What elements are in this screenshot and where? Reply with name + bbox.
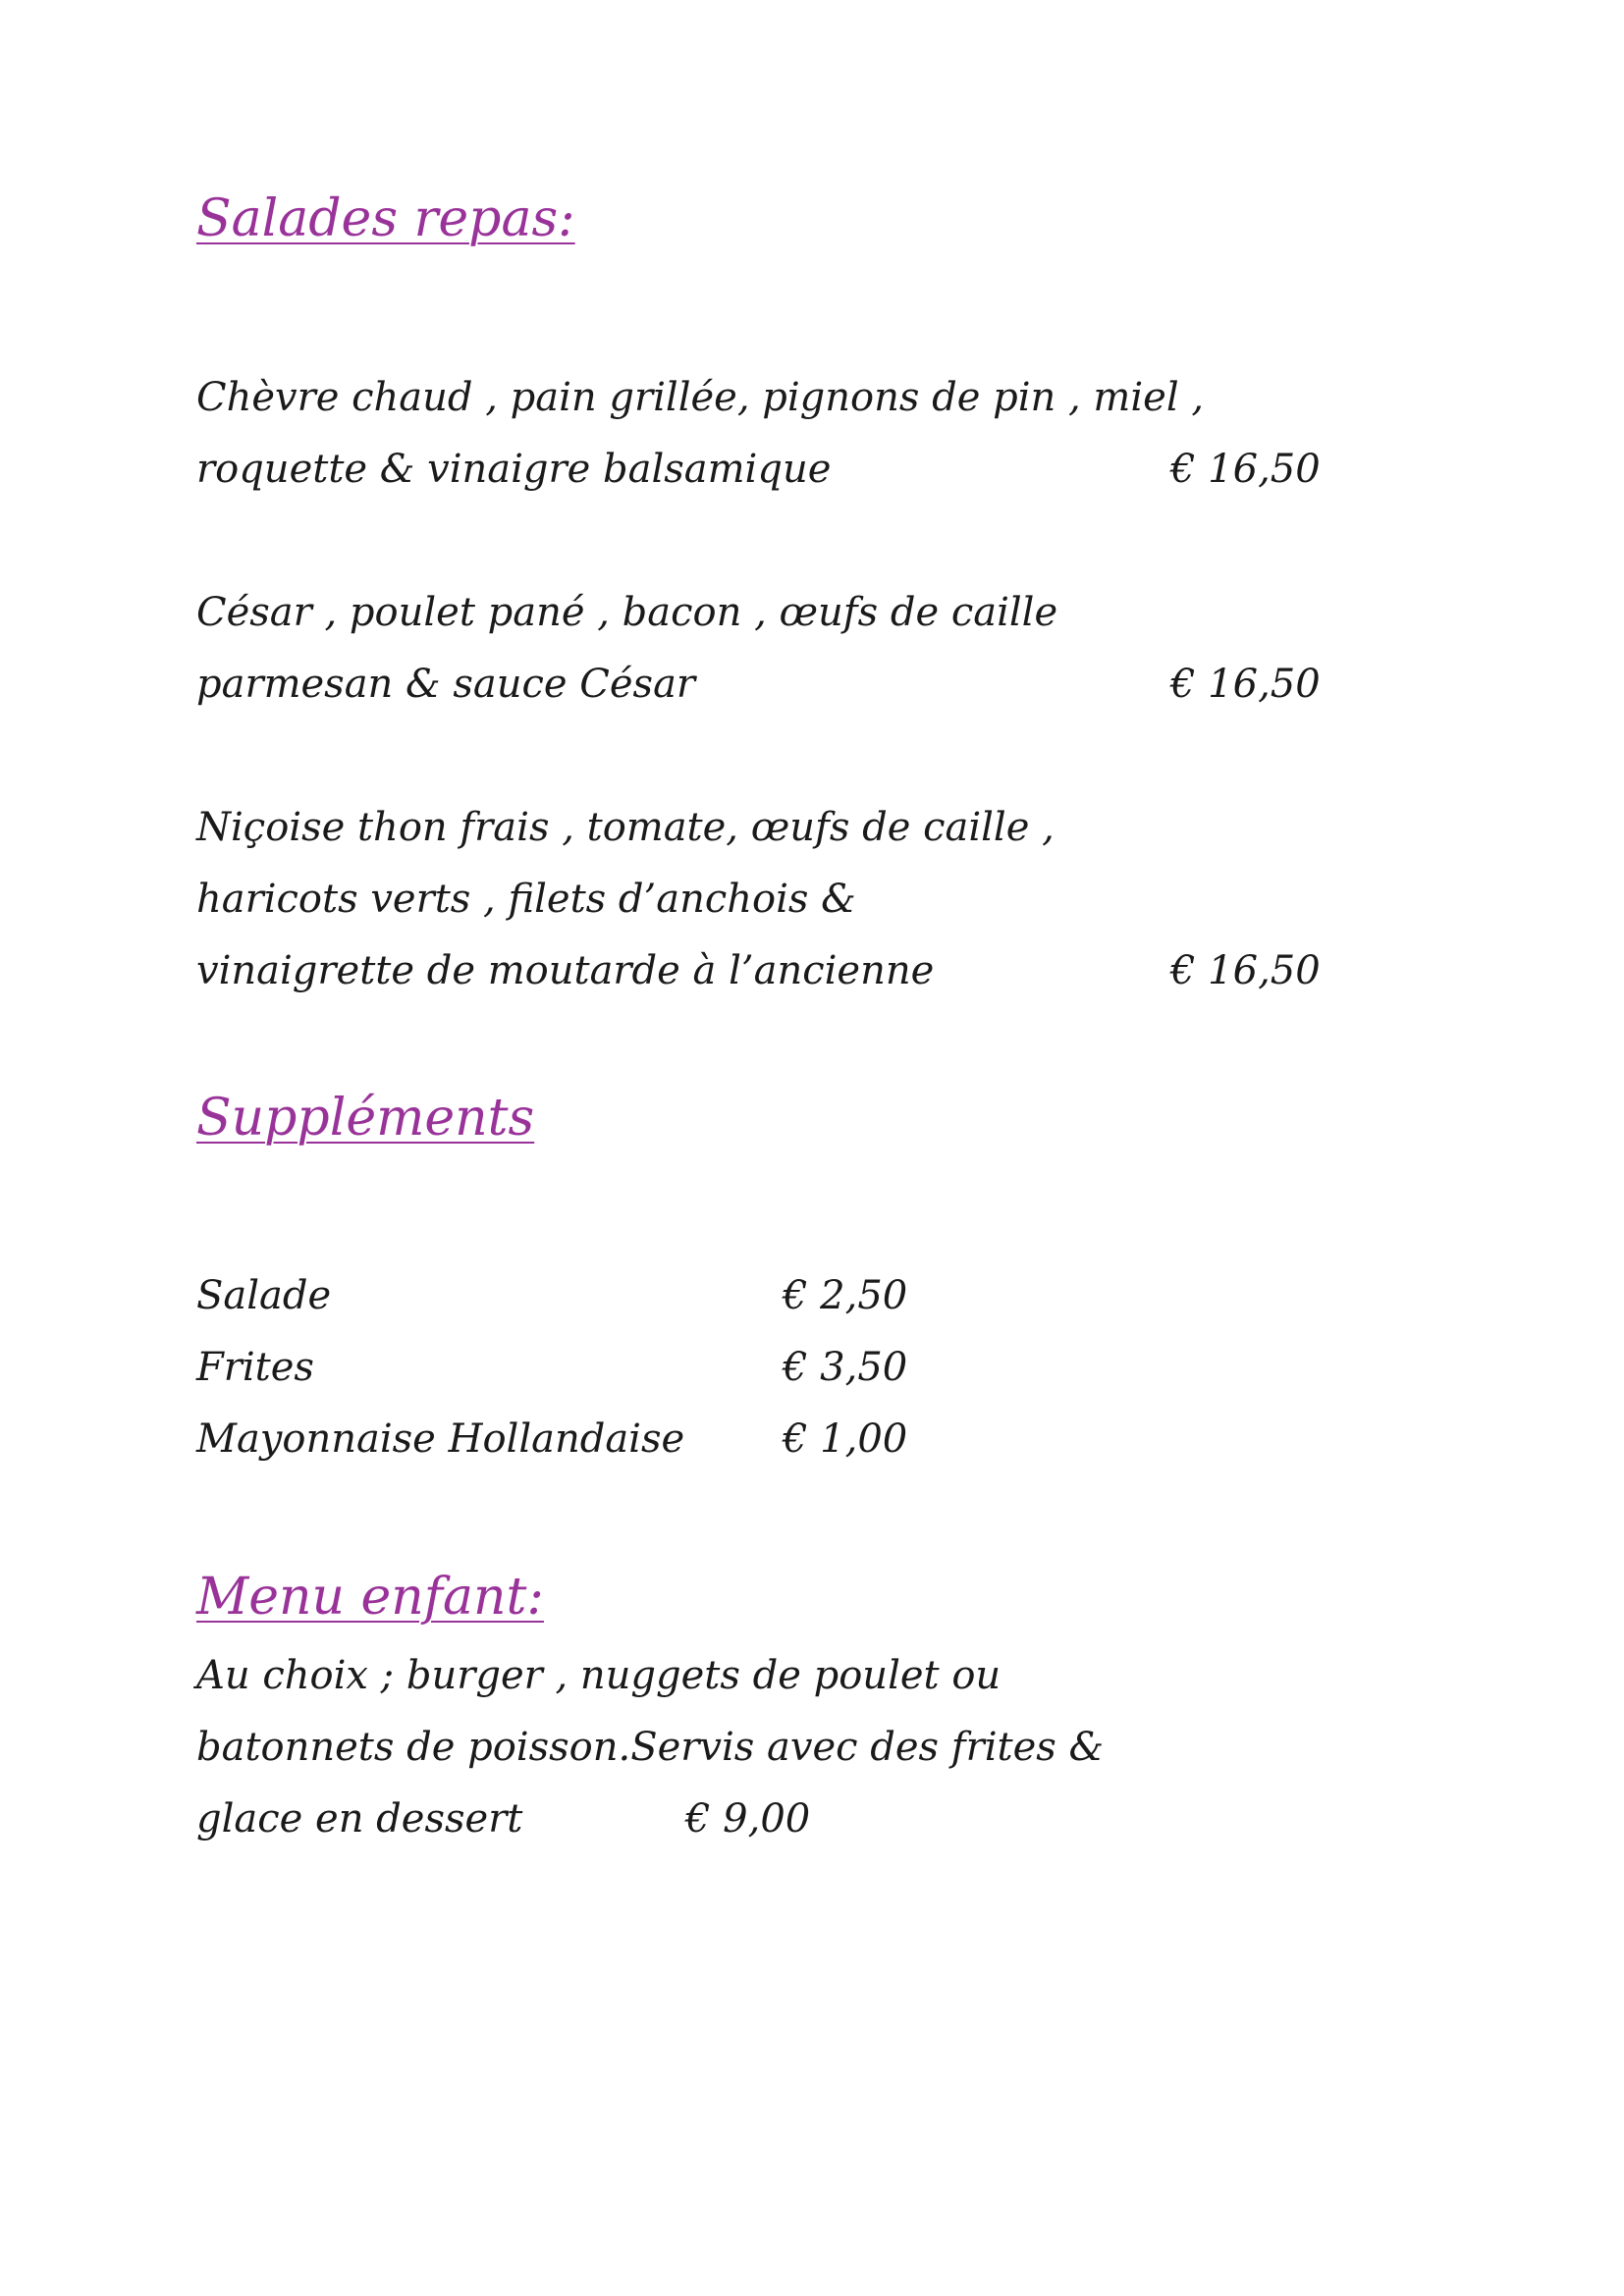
supplement-2-price: € 3,50: [783, 1345, 908, 1390]
salade-1-line-2: roquette & vinaigre balsamique: [196, 447, 832, 492]
enfant-line-3: glace en dessert: [196, 1796, 523, 1842]
supplement-2-name: Frites: [196, 1345, 314, 1390]
supplement-1-price: € 2,50: [783, 1273, 908, 1318]
salade-1-line-1: Chèvre chaud , pain grillée, pignons de pin , miel ,: [196, 375, 1205, 420]
enfant-line-2: batonnets de poisson.Servis avec des frites &: [196, 1725, 1105, 1770]
salade-3-line-3: vinaigrette de moutarde à l’ancienne: [196, 948, 935, 993]
salade-2-line-1: César , poulet pané , bacon , œufs de caille: [196, 590, 1058, 635]
salade-3-price: € 16,50: [1170, 948, 1321, 993]
salade-2-price: € 16,50: [1170, 662, 1321, 707]
salade-2-line-2: parmesan & sauce César: [196, 662, 696, 707]
salade-3-line-1: Niçoise thon frais , tomate, œufs de caille ,: [196, 805, 1055, 850]
supplement-1-name: Salade: [196, 1273, 332, 1318]
supplement-3-price: € 1,00: [783, 1416, 908, 1462]
enfant-heading: Menu enfant:: [196, 1568, 544, 1627]
supplements-heading: Suppléments: [196, 1089, 535, 1148]
supplement-3-name: Mayonnaise Hollandaise: [196, 1416, 685, 1462]
enfant-price: € 9,00: [685, 1796, 811, 1842]
salade-1-price: € 16,50: [1170, 447, 1321, 492]
enfant-line-1: Au choix ; burger , nuggets de poulet ou: [196, 1653, 1001, 1698]
salade-3-line-2: haricots verts , filets d’anchois &: [196, 877, 856, 922]
salades-heading: Salades repas:: [196, 189, 575, 248]
